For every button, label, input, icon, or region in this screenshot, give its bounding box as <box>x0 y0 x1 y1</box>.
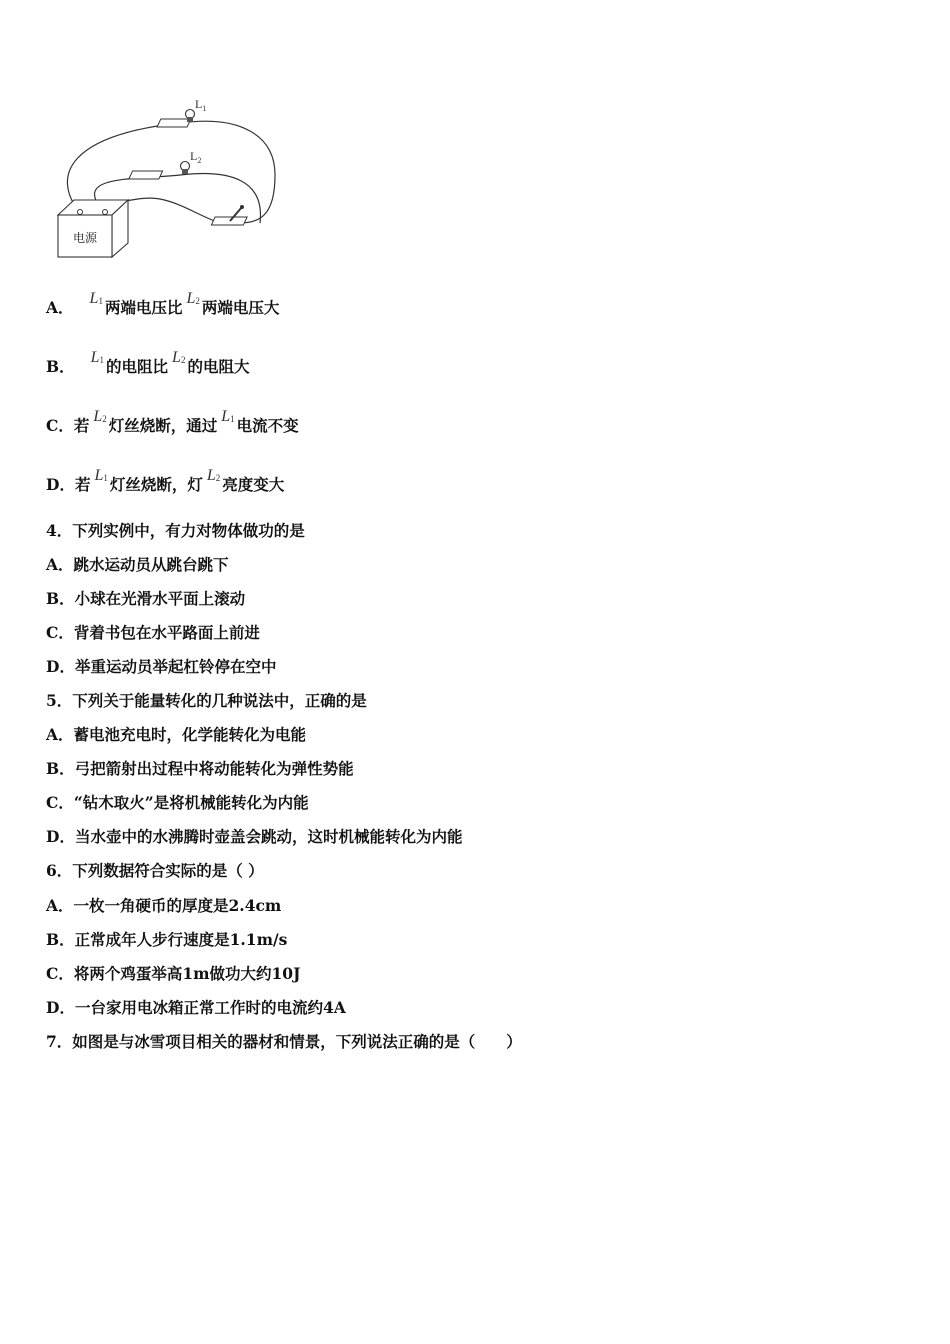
lamp-l2 <box>129 162 190 180</box>
var-l1: $L_1$ <box>221 408 235 425</box>
q5-stem: 5．下列关于能量转化的几种说法中，正确的是 <box>46 691 367 710</box>
var-l2: $L_2$ <box>93 408 107 425</box>
switch <box>211 205 247 225</box>
q7-stem: 7．如图是与冰雪项目相关的器材和情景，下列说法正确的是（ ） <box>46 1032 522 1051</box>
lamp2-label: $L_2$ <box>190 149 202 165</box>
q3-option-b: B． $L_1$ 的电阻比 $L_2$ 的电阻大 <box>46 349 250 376</box>
var-l2: $L_2$ <box>172 349 186 366</box>
q5-option-b: B．弓把箭射出过程中将动能转化为弹性势能 <box>46 759 354 778</box>
q5-option-a: A．蓄电池充电时，化学能转化为电能 <box>46 725 307 744</box>
q6-stem: 6．下列数据符合实际的是（ ） <box>46 861 264 880</box>
var-l1: $L_1$ <box>94 467 108 484</box>
q4-stem: 4．下列实例中，有力对物体做功的是 <box>46 521 305 540</box>
q6-option-d: D．一台家用电冰箱正常工作时的电流约4A <box>46 998 346 1017</box>
q4-option-b: B．小球在光滑水平面上滚动 <box>46 589 246 608</box>
var-l2: $L_2$ <box>186 290 200 307</box>
var-l1: $L_1$ <box>90 349 105 366</box>
var-l2: $L_2$ <box>206 467 221 484</box>
q6-option-c: C．将两个鸡蛋举高1m做功大约10J <box>46 964 301 983</box>
q4-option-c: C．背着书包在水平路面上前进 <box>46 623 260 642</box>
q5-option-c: C．“钻木取火”是将机械能转化为内能 <box>46 793 309 812</box>
circuit-diagram <box>50 95 290 265</box>
lamp-l1 <box>157 110 194 128</box>
lamp1-label: $L_1$ <box>195 97 207 113</box>
q3-option-c: C．若 $L_2$ 灯丝烧断，通过 $L_1$ 电流不变 <box>46 408 299 435</box>
q6-option-a: A．一枚一角硬币的厚度是2.4cm <box>46 896 282 915</box>
q3-option-a: A． $L_1$ 两端电压比 $L_2$ 两端电压大 <box>46 290 280 317</box>
power-label: 电源 <box>73 231 98 245</box>
power-supply <box>58 200 128 257</box>
var-l1: $L_1$ <box>89 290 103 307</box>
q4-option-d: D．举重运动员举起杠铃停在空中 <box>46 657 277 676</box>
q5-option-d: D．当水壶中的水沸腾时壶盖会跳动，这时机械能转化为内能 <box>46 827 463 846</box>
q3-option-d: D．若 $L_1$ 灯丝烧断，灯 $L_2$ 亮度变大 <box>46 467 285 494</box>
q4-option-a: A．跳水运动员从跳台跳下 <box>46 555 229 574</box>
q6-option-b: B．正常成年人步行速度是1.1m/s <box>46 930 288 949</box>
